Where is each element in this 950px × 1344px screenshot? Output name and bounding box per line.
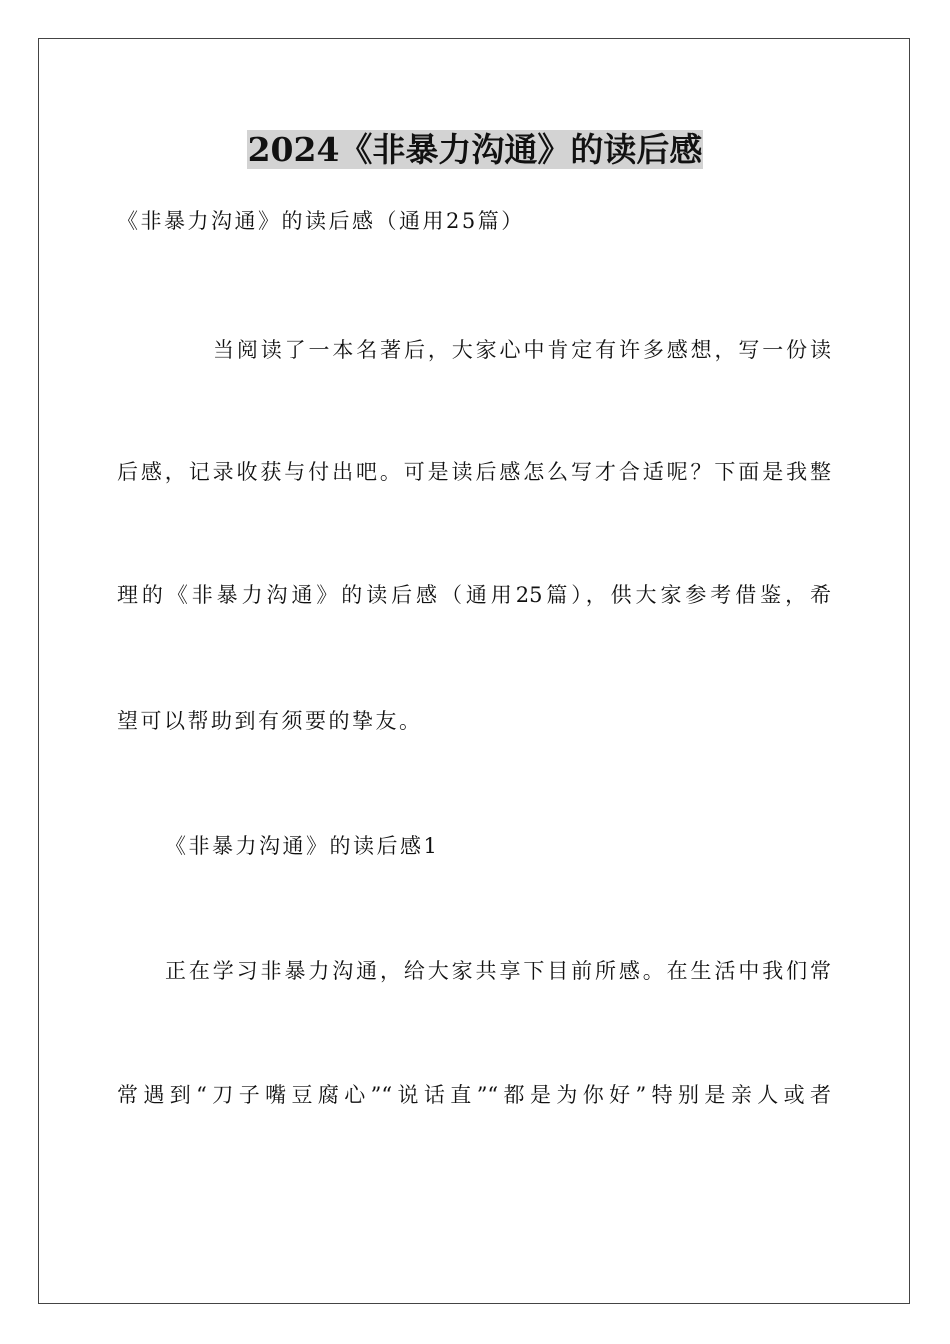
paragraph-line-6: 常遇到“刀子嘴豆腐心”“说话直”“都是为你好”特别是亲人或者 [117, 1083, 831, 1107]
document-subtitle: 《非暴力沟通》的读后感（通用25篇） [117, 209, 525, 233]
paragraph-line-5: 正在学习非暴力沟通，给大家共享下目前所感。在生活中我们常 [165, 959, 831, 983]
paragraph-line-2: 后感，记录收获与付出吧。可是读后感怎么写才合适呢？下面是我整 [117, 460, 831, 484]
document-title [0, 128, 950, 172]
paragraph-line-4: 望可以帮助到有须要的挚友。 [117, 709, 423, 733]
paragraph-line-3: 理的《非暴力沟通》的读后感（通用25篇），供大家参考借鉴，希 [117, 583, 831, 607]
document-title-text: 2024《非暴力沟通》的读后感 [247, 130, 703, 169]
section-heading: 《非暴力沟通》的读后感1 [165, 834, 440, 858]
paragraph-line-1: 当阅读了一本名著后，大家心中肯定有许多感想，写一份读 [213, 338, 831, 362]
